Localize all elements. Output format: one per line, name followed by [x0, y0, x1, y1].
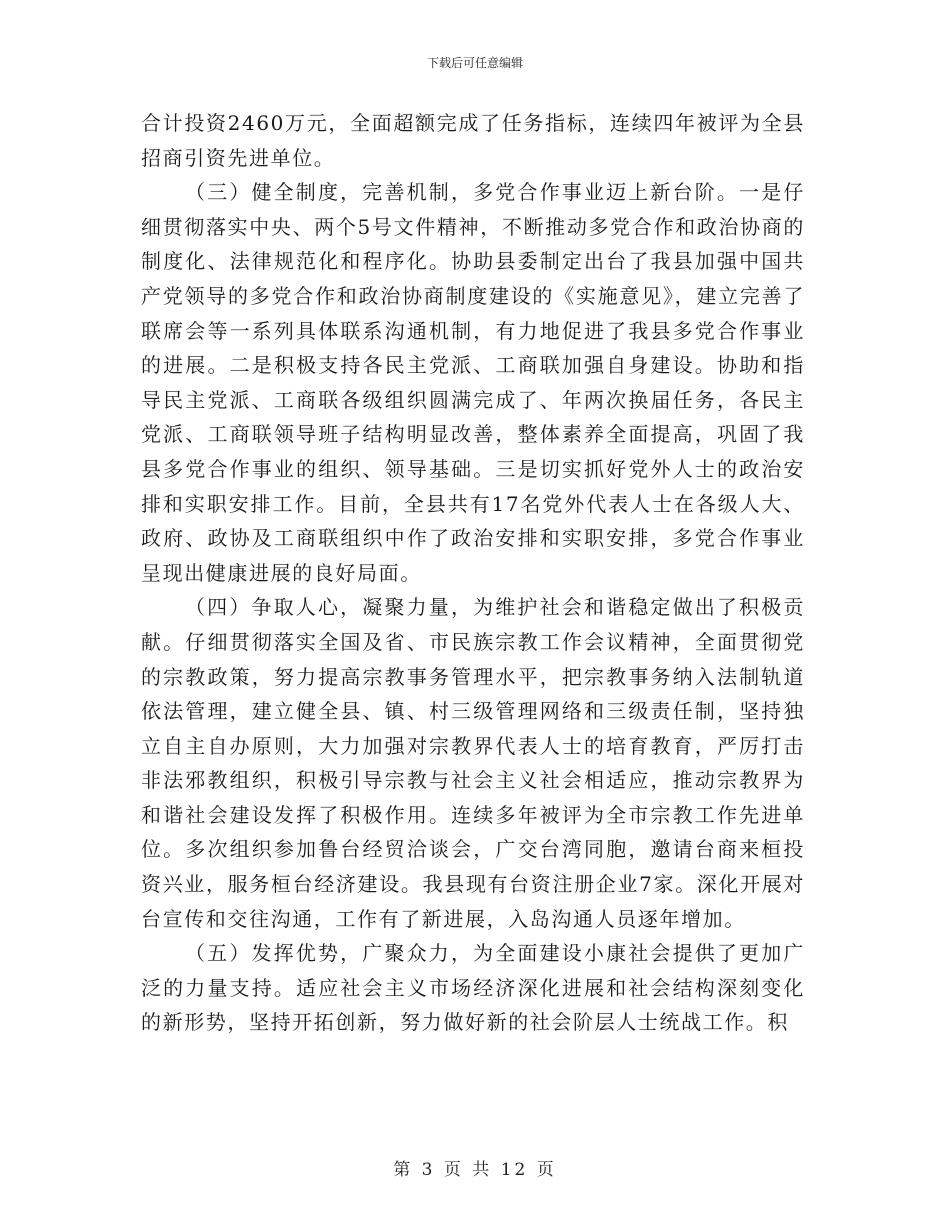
page-header-note: 下载后可任意编辑 [426, 56, 523, 70]
paragraph-section-four: （四）争取人心，凝聚力量，为维护社会和谐稳定做出了积极贡献。仔细贯彻落实全国及省、市民族宗教工作会议精神，全面贯彻党的宗教政策，努力提高宗教事务管理水平，把宗教事务纳入法制轨道依法管理，建立健全县、镇、村三级管理网络和三级责任制，坚持独立自主自办原则，大力加强对宗教界代表人士的培育教育，严厉打击非法邪教组织，积极引导宗教与社会主义社会相适应，推动宗教界为和谐社会建设发挥了积极作用。连续多年被评为全市宗教工作先进单位。多次组织参加鲁台经贸洽谈会，广交台湾同胞，邀请台商来桓投资兴业，服务桓台经济建设。我县现有台资注册企业7家。深化开展对台宣传和交往沟通，工作有了新进展，入岛沟通人员逐年增加。 [141, 595, 805, 931]
page-number-footer: 第 3 页 共 12 页 [393, 1160, 557, 1180]
paragraph-section-five: （五）发挥优势，广聚众力，为全面建设小康社会提供了更加广泛的力量支持。适应社会主义市场经济深化进展和社会结构深刻变化的新形势，坚持开拓创新，努力做好新的社会阶层人士统战工作。积 [141, 941, 805, 1035]
document-body [141, 106, 805, 1040]
paragraph-section-three: （三）健全制度，完善机制，多党合作事业迈上新台阶。一是仔细贯彻落实中央、两个5号文件精神，不断推动多党合作和政治协商的制度化、法律规范化和程序化。协助县委制定出台了我县加强中国共产党领导的多党合作和政治协商制度建设的《实施意见》，建立完善了联席会等一系列具体联系沟通机制，有力地促进了我县多党合作事业的进展。二是积极支持各民主党派、工商联加强自身建设。协助和指导民主党派、工商联各级组织圆满完成了、年两次换届任务，各民主党派、工商联领导班子结构明显改善，整体素养全面提高，巩固了我县多党合作事业的组织、领导基础。三是切实抓好党外人士的政治安排和实职安排工作。目前，全县共有17名党外代表人士在各级人大、政府、政协及工商联组织中作了政治安排和实职安排，多党合作事业呈现出健康进展的良好局面。 [141, 180, 805, 585]
paragraph-continuation: 合计投资2460万元，全面超额完成了任务指标，连续四年被评为全县招商引资先进单位。 [141, 111, 805, 170]
